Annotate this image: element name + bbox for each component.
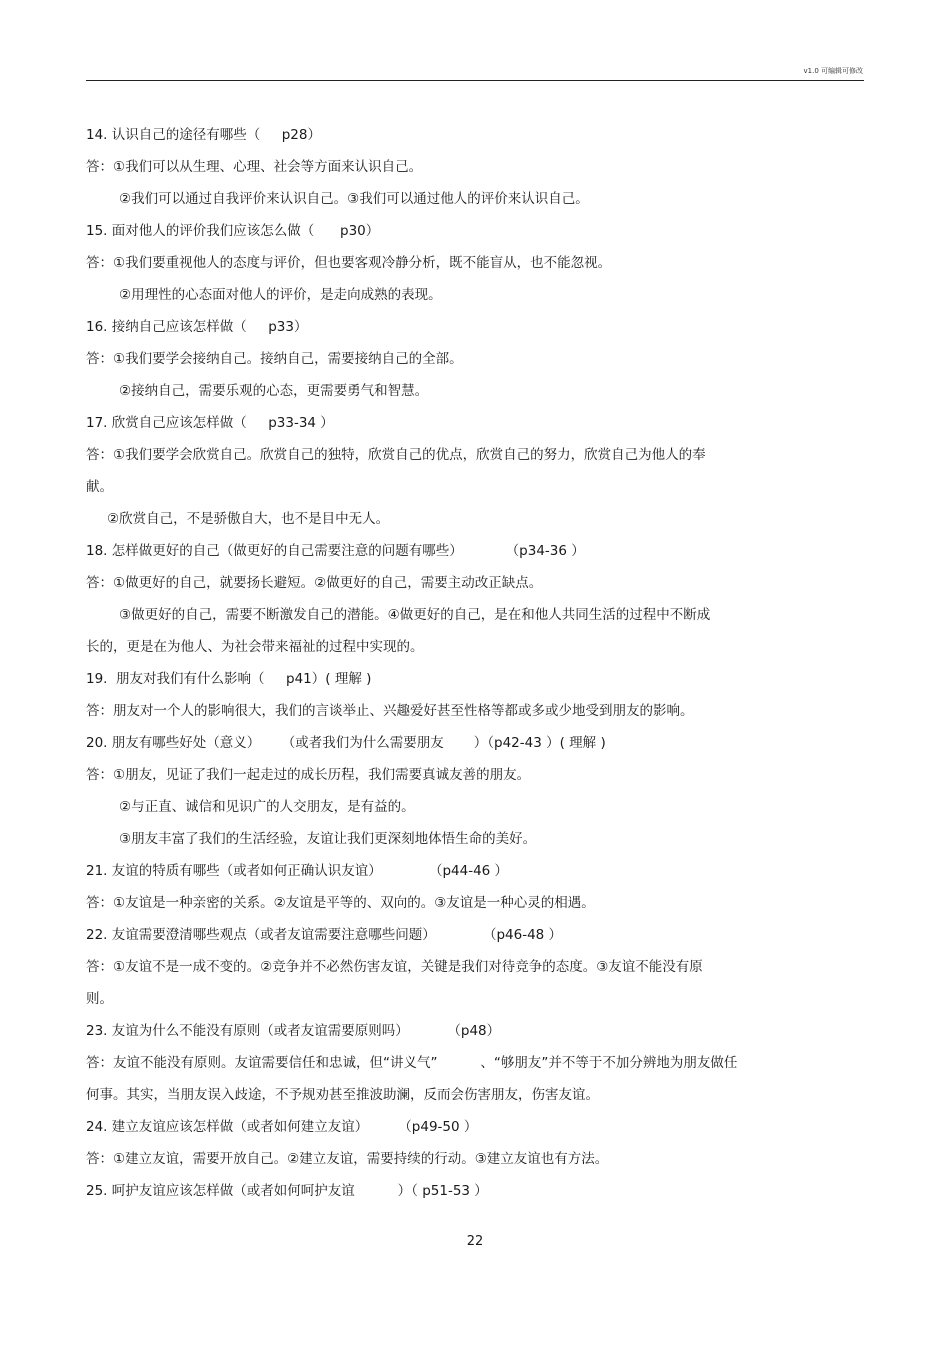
question-18: 18. 怎样做更好的自己（做更好的自己需要注意的问题有哪些） （p34-36 ）	[86, 543, 585, 559]
question-19: 19. 朋友对我们有什么影响（ p41）( 理解 )	[86, 671, 372, 687]
answer-line: 答：①做更好的自己，就要扬长避短。②做更好的自己，需要主动改正缺点。	[86, 575, 543, 591]
answer-line: 长的，更是在为他人、为社会带来福祉的过程中实现的。	[86, 639, 424, 655]
answer-line: 答：①友谊不是一成不变的。②竞争并不必然伤害友谊，关键是我们对待竞争的态度。③友谊不能没有原	[86, 959, 703, 975]
question-20: 20. 朋友有哪些好处（意义） （或者我们为什么需要朋友 ）（p42-43 ）( 理解 )	[86, 735, 606, 751]
answer-line: 答：朋友对一个人的影响很大，我们的言谈举止、兴趣爱好甚至性格等都或多或少地受到朋友的影响。	[86, 703, 694, 719]
answer-line: 答：①友谊是一种亲密的关系。②友谊是平等的、双向的。③友谊是一种心灵的相遇。	[86, 895, 595, 911]
answer-line: ②接纳自己，需要乐观的心态，更需要勇气和智慧。	[119, 383, 429, 399]
header-version-note: v1.0 可编辑可修改	[803, 67, 863, 75]
answer-line: 何事。其实，当朋友误入歧途，不予规劝甚至推波助澜，反而会伤害朋友，伤害友谊。	[86, 1087, 599, 1103]
question-15: 15. 面对他人的评价我们应该怎么做（ p30）	[86, 223, 380, 239]
answer-line: 献。	[86, 479, 113, 495]
question-21: 21. 友谊的特质有哪些（或者如何正确认识友谊） （p44-46 ）	[86, 863, 509, 879]
answer-line: ②我们可以通过自我评价来认识自己。③我们可以通过他人的评价来认识自己。	[119, 191, 589, 207]
question-22: 22. 友谊需要澄清哪些观点（或者友谊需要注意哪些问题） （p46-48 ）	[86, 927, 563, 943]
question-23: 23. 友谊为什么不能没有原则（或者友谊需要原则吗） （p48）	[86, 1023, 501, 1039]
answer-line: ③做更好的自己，需要不断激发自己的潜能。④做更好的自己，是在和他人共同生活的过程中不断成	[119, 607, 711, 623]
question-14: 14. 认识自己的途径有哪些（ p28）	[86, 127, 321, 143]
question-25: 25. 呵护友谊应该怎样做（或者如何呵护友谊 ）（ p51-53 ）	[86, 1183, 488, 1199]
answer-line: 答：①我们要学会接纳自己。接纳自己，需要接纳自己的全部。	[86, 351, 463, 367]
question-17: 17. 欣赏自己应该怎样做（ p33-34 ）	[86, 415, 334, 431]
header-rule	[86, 80, 864, 81]
page-number: 22	[466, 1234, 484, 1249]
answer-line: 答：①我们要重视他人的态度与评价，但也要客观冷静分析，既不能盲从，也不能忽视。	[86, 255, 612, 271]
question-24: 24. 建立友谊应该怎样做（或者如何建立友谊） （p49-50 ）	[86, 1119, 478, 1135]
answer-line: 答：①我们可以从生理、心理、社会等方面来认识自己。	[86, 159, 423, 175]
answer-line: ③朋友丰富了我们的生活经验，友谊让我们更深刻地体悟生命的美好。	[119, 831, 537, 847]
answer-line: 答：友谊不能没有原则。友谊需要信任和忠诚，但“讲义气” 、“够朋友”并不等于不加分辨地为朋友做任	[86, 1055, 738, 1071]
document-body	[86, 119, 826, 1207]
answer-line: 答：①朋友，见证了我们一起走过的成长历程，我们需要真诚友善的朋友。	[86, 767, 531, 783]
answer-line: ②用理性的心态面对他人的评价，是走向成熟的表现。	[119, 287, 442, 303]
answer-line: ②与正直、诚信和见识广的人交朋友，是有益的。	[119, 799, 415, 815]
question-16: 16. 接纳自己应该怎样做（ p33）	[86, 319, 308, 335]
answer-line: 答：①建立友谊，需要开放自己。②建立友谊，需要持续的行动。③建立友谊也有方法。	[86, 1151, 609, 1167]
answer-line: 则。	[86, 991, 113, 1007]
answer-line: 答：①我们要学会欣赏自己。欣赏自己的独特，欣赏自己的优点，欣赏自己的努力，欣赏自己为他人的奉	[86, 447, 706, 463]
answer-line: ②欣赏自己，不是骄傲自大，也不是目中无人。	[107, 511, 390, 527]
